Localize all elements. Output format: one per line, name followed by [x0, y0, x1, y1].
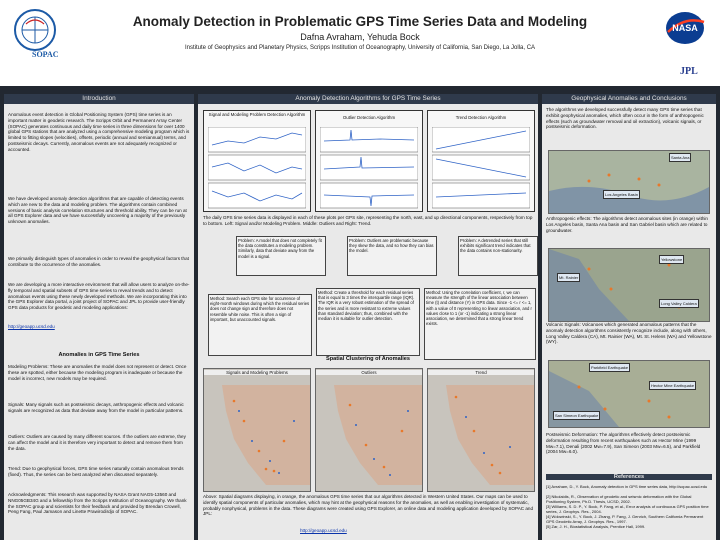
anomalies-subheader: Anomalies in GPS Time Series	[58, 352, 140, 358]
outliers-text: Outliers: Outliers are caused by many different sources. If the outliers are extreme, they can affect the model and it is therefore very important to detect and remove them from the data.	[8, 434, 186, 451]
trend-timeseries-plot	[432, 127, 530, 209]
signal-panel-label: Signal and Modeling Problem Detection Algorithm	[208, 112, 306, 117]
san-simeon-label: San Simeon Earthquake	[555, 413, 599, 418]
la-basin-map	[548, 150, 710, 214]
poster-title: Anomaly Detection in Problematic GPS Time Series Data and Modeling	[132, 14, 588, 29]
reference-1: [1] Avraham, D., Y. Bock, Anomaly detection in GPS time series data, http://sopac.ucsd.edu	[546, 484, 708, 489]
santa-ana-label: Santa Ana	[671, 155, 690, 160]
signal-method-box: Method: Search each GPS site for occurrence of eight-month windows during which the residual series does not change sign and therefore does not resemble white noise. This is often a sign of important, but unaccounted signals.	[208, 294, 312, 356]
signal-timeseries-panel	[203, 110, 311, 212]
acknowledgments-text: Acknowledgments: This research was supported by NASA Grant NAG5-13560 and NNG05GB34G and a fellowship from the Scripps Institution of Oceanography. We thank the SOPAC group and scientists for their feedback and provided by Brendan Crowell, Peng Fang, Paul Jamason and Linette Prawirodirdjo of SOPAC.	[8, 492, 187, 515]
trend-text: Trend: Due to geophysical forces, GPS time series naturally contain anomalous trends (fixed). Thus, the series can be best analyzed when discussed separately.	[8, 466, 184, 477]
outliers-map-label: Outliers	[316, 370, 422, 375]
hector-mine-label: Hector Mine Earthquake	[651, 383, 695, 388]
intro-paragraph-4: We are developing a more interactive environment that will allow users to analyze on-the-fly temporal and spatial subsets of GPS time series to reveal trends and to detect anomalous events using these newly developed methods. We are incorporating this into the GPS Explorer data portal, a joint project of SOPAC and JPL to provide user-friendly GPS data products for geodetic and modeling applications:	[8, 282, 190, 311]
trend-map-label: Trend	[428, 370, 534, 375]
conclusions-header: Geophysical Anomalies and Conclusions	[542, 94, 716, 104]
nasa-logo-text: NASA	[672, 23, 698, 33]
trend-map-plot	[428, 381, 534, 489]
outlier-panel-label: Outlier Detection Algorithm	[342, 115, 396, 120]
nasa-logo-icon	[664, 10, 706, 46]
signals-map	[203, 368, 311, 492]
spatial-geoapp-link[interactable]: http://geoapp.ucsd.edu	[300, 528, 347, 533]
outlier-problem-box: Problem: Outliers are problematic because they skew the data, and so how they can bias the model.	[347, 236, 437, 276]
outlier-timeseries-panel	[315, 110, 423, 212]
timeseries-caption: The daily GPS time series data is displayed in each of these plots per GPS site, representing the north, east, and up directional components, respectively from top to bottom. Left: Signal and/or Modeling Problem. Middle: Outliers and Right: Trend.	[203, 215, 533, 226]
poster-header	[0, 0, 720, 86]
trend-panel-label: Trend Detection Algorithm	[455, 115, 507, 120]
signals-map-label: Signals and Modeling Problems	[204, 370, 310, 375]
reference-4: [4] Wdowinski, S., Y. Bock, J. Zhang, P. Fang, J. Genrich, Southern California Permanent GPS Geodetic Array, J. Geophys. Res., 1997.	[546, 514, 704, 524]
reference-3: [3] Williams, S. D. P., Y. Bock, P. Fang, et al., Error analysis of continuous GPS position time series, J. Geophys. Res., 2004.	[546, 504, 709, 514]
signals-map-plot	[204, 381, 310, 489]
intro-paragraph-2: We have developed anomaly detection algorithms that are capable of detecting events which are new to the data and modeling problem. The algorithms contain combined versions of basic analysis correlation structures and threshold ability. They can be run at all GPS Explorer data and we have successfully uncovering a majority of the previously unknown anomalies.	[8, 196, 187, 225]
intro-paragraph-1: Anomalous event detection in Global Positioning System (GPS) time series is an important matter in geodetic research. The Scripps Orbit and Permanent Array Center (SOPAC) generates continuous and daily time series in three dimensions for over 1400 global GPS stations that are analyzed using a comprehensive modeling program which is limited to fitting slopes (velocities), offsets, periodic (annual and semiannual) terms, and postseismic decays. Currently, anomalous events are not adequately recognized or accounted.	[8, 112, 190, 152]
long-valley-label: Long Valley Caldera	[661, 301, 697, 306]
mt-rainier-label: Mt. Rainier	[559, 275, 579, 280]
spatial-clustering-header: Spatial Clustering of Anomalies	[325, 356, 411, 362]
postseismic-text: Postseismic Deformation: The algorithms effectively detect postseismic deformation resulting from recent earthquakes such as Hector Mine (1999 Mw=7.1), Denali (2002 Mw=7.9), San Simeon (2003 Mw=6.5), and Parkfield (2004 Mw=6.0).	[546, 432, 701, 455]
outliers-map-plot	[316, 381, 422, 489]
spatial-caption: Above: Spatial diagrams displaying, in orange, the anomalous GPS time series that our algorithms detected in Western United States. Our maps can be used to identify spatial components of particular anomalies, which may hint at the geophysical reasons for the anomalies, as well as enabling investigation of systematic, probably nonphysical, problems in the data. These diagrams were created using GPS Explorer, an online data and modeling application developed by SOPAC and JPL:	[203, 494, 533, 517]
trend-problem-box: Problem: A detrended series that still exhibits significant trend indicates that the data contains non-stationarity.	[458, 236, 538, 276]
outliers-map	[315, 368, 423, 492]
anthropogenic-text: Anthropogenic effects: The algorithms detect anomalous sites (in orange) within Los Angeles basin, Santa Ana basin and San Gabriel basin which are related to groundwater.	[546, 216, 708, 233]
conclusions-intro: The algorithms we developed successfully detect many GPS time series that exhibit geophysical anomalies, which often occur in the form of anthropogenic effects (such as groundwater removal and oil extraction), volcanic signals, or postseismic deformation.	[546, 107, 704, 130]
algorithms-header: Anomaly Detection Algorithms for GPS Time Series	[198, 94, 538, 104]
geoapp-link[interactable]: http://geoapp.ucsd.edu	[8, 324, 55, 329]
yellowstone-label: Yellowstone	[661, 257, 683, 262]
reference-5: [5] Zar, J. H., Biostatistical Analysis, Prentice Hall, 1999.	[546, 524, 646, 529]
intro-header: Introduction	[4, 94, 194, 104]
postseismic-map	[548, 360, 710, 428]
sopac-logo: SOPAC	[32, 50, 59, 59]
trend-method-box: Method: Using the correlation coefficient, r, we can measure the strength of the linear association between time (t) and distance (Y) in GPS data. Since -1 <= r <= 1, with a value of 0 representing no linear association, and r values close to 1 (or -1) indicating a strong linear association, we determined that a strong linear trend exists.	[424, 288, 536, 360]
volcanic-map-plot	[549, 249, 709, 321]
volcanic-text: Volcanic Signals: Volcanoes which generated anomalous patterns that the anomaly detection algorithms consistently recognize include, along with others, Long Valley Caldera (CA), Mt. Rainier (WA), Mt. St. Helens (WA) and Yellowstone (WY).	[546, 322, 712, 345]
trend-map	[427, 368, 535, 492]
volcanic-map	[548, 248, 710, 322]
outlier-method-box: Method: Create a threshold for each residual series that is equal to 3 times the interquartile range (IQR). The IQR is a very robust estimation of the spread of the series and is more resistant to extreme values than standard deviation; thus, combined with the median it is suitable for outlier detection.	[316, 288, 420, 356]
jpl-logo: JPL	[680, 66, 698, 77]
trend-timeseries-panel	[427, 110, 535, 212]
signal-problem-box: Problem: A model that does not completely fit the data constitutes a modeling problem. Similarly, data that deviate away from the model is a signal.	[236, 236, 326, 276]
references-header: References	[546, 474, 712, 480]
reference-2: [2] Nikolaidis, R., Observation of geodetic and seismic deformation with the Global Positioning System, Ph.D. Thesis, UCSD, 2002.	[546, 494, 692, 504]
poster-affiliation: Institute of Geophysics and Planetary Physics, Scripps Institution of Oceanography, University of California, San Diego, La Jolla, CA	[184, 45, 536, 51]
signal-timeseries-plot	[208, 127, 306, 209]
signals-text: Signals: Many signals such as postseismic decays, anthropogenic effects and volcanic signals are recognized as data that deviate away from the model in particular patterns.	[8, 402, 184, 413]
intro-paragraph-3: We primarily distinguish types of anomalies in order to reveal the geophysical factors that contribute to the occurrence of the anomalies.	[8, 256, 189, 267]
la-basin-label: Los Angeles Basin	[605, 192, 638, 197]
outlier-timeseries-plot	[320, 127, 418, 209]
parkfield-label: Parkfield Earthquake	[591, 365, 629, 370]
modeling-problems-text: Modeling Problems: These are anomalies the model does not represent or detect. Once these are spotted, either because the modeling program is inadequate or because the model is incorrect, new models may be required.	[8, 364, 187, 381]
poster-authors: Dafna Avraham, Yehuda Bock	[300, 32, 420, 42]
